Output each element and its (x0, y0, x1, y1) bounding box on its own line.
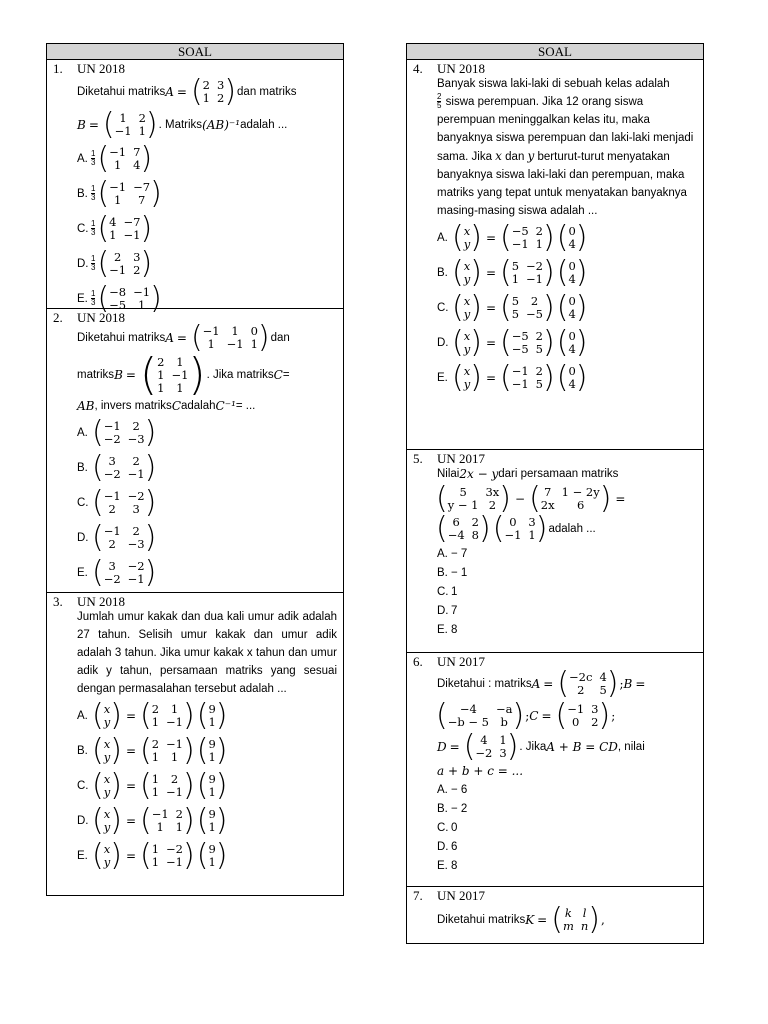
option-b: B. − 2 (437, 802, 468, 815)
question-year: UN 2018 (77, 61, 126, 76)
option-b: B. $\frac{1}{3}$ ( −1 −7 1 7 ) (77, 175, 162, 211)
option-d: D. 6 (437, 840, 458, 853)
matrix-b: ( 1 2 −1 1 ) (102, 106, 158, 142)
option-e: E. 8 (437, 859, 458, 872)
options (437, 220, 697, 395)
question-year: UN 2018 (77, 310, 126, 325)
question-1: 1. UN 2018 Diketahui matriks A = ( 2 3 1 2 ) dan matriks B = ( 1 2 −1 1 ) . Matriks (AB)⁻¹ adalah ... A. $\frac{1}{3}$ ( −1 7 1 4 ) B. $\frac{1}{3}$ ( −1 −7 1 7 ) C. $\frac{1}{3}$ ( 4 −7 1 −1 ) D. $\frac{1}{3}$ ( 2 3 −1 2 ) E. $\frac{1}{3}$ ( −8 −1 −5 1 ) (47, 60, 343, 309)
option-c: C. 1 (437, 585, 458, 598)
option-c: C. 0 (437, 821, 458, 834)
option-d: D. ( x y ) = ( −1 2 1 1 ) ( 9 1 ) (77, 802, 228, 838)
options (77, 698, 337, 873)
options (77, 141, 337, 316)
question-text: Jumlah umur kakak dan dua kali umur adik adalah 27 tahun. Selisih umur kakak dan umur adik adalah 3 tahun. Jika umur kakak x tahun dan umur adik y tahun, persamaan matriks yang sesuai dengan permasalahan tersebut adalah ... (77, 611, 337, 695)
question-6: 6. UN 2017 Diketahui : matriks A = ( −2c 4 2 5 ) ; B = ( −4 −a −b − 5 b ) ; C = ( −1 3 0 2 ) ; D = ( 4 1 −2 3 ) . Jika A + B = CD , nilai a + b + c = ... A. − 6 B. − 2 C. 0 D. 6 E. 8 (407, 653, 703, 887)
matrix-a: ( 2 3 1 2 ) (190, 73, 237, 109)
question-year: UN 2018 (77, 594, 126, 609)
options (437, 544, 697, 639)
question-number: 2. (53, 310, 63, 325)
option-e: E. $\frac{1}{3}$ ( −8 −1 −5 1 ) (77, 280, 162, 316)
option-b: B. ( x y ) = ( 5 −2 1 −1 ) ( 0 4 ) (437, 254, 588, 290)
right-column (406, 43, 704, 944)
option-d: D. ( −1 2 2 −3 ) (77, 519, 157, 555)
option-d: D. 7 (437, 604, 458, 617)
option-d: D. ( x y ) = ( −5 2 −5 5 ) ( 0 4 ) (437, 324, 588, 360)
option-a: A. − 7 (437, 547, 468, 560)
question-year: UN 2017 (437, 451, 486, 466)
options (77, 415, 337, 590)
option-b: B. − 1 (437, 566, 468, 579)
option-d: D. $\frac{1}{3}$ ( 2 3 −1 2 ) (77, 245, 153, 281)
option-c: C. ( x y ) = ( 1 2 1 −1 ) ( 9 1 ) (77, 767, 228, 803)
left-column (46, 43, 344, 896)
question-7: 7. UN 2017 Diketahui matriks K = ( k l m n ) , (407, 887, 703, 944)
option-e: E. ( 3 −2 −2 −1 ) (77, 554, 157, 590)
option-a: A. ( x y ) = ( −5 2 −1 1 ) ( 0 4 ) (437, 219, 588, 255)
question-year: UN 2017 (437, 654, 486, 669)
question-3 (47, 593, 343, 896)
question-year: UN 2017 (437, 888, 486, 903)
option-b: B. ( 3 2 −2 −1 ) (77, 449, 157, 485)
question-2: 2. UN 2018 Diketahui matriks A = ( −1 1 0 1 −1 1 ) dan matriks B = ( 2 1 1 −1 1 1 ) . Jika matriks C = AB , invers matriks C adalah C⁻¹ = ... A. ( −1 2 −2 −3 ) B. ( 3 2 −2 −1 ) C. ( −1 −2 2 3 ) D. ( −1 2 2 −3 ) E. ( 3 −2 −2 −1 ) (47, 309, 343, 593)
question-5: 5. UN 2017 Nilai 2x − y dari persamaan matriks ( 5 3x y − 1 2 ) − ( 7 1 − 2y 2x 6 ) = ( 6 2 −4 8 ) ( 0 3 −1 1 ) adalah ... A. − 7 B. − 1 C. 1 D. 7 E. 8 (407, 450, 703, 653)
option-a: A. − 6 (437, 783, 468, 796)
option-a: A. $\frac{1}{3}$ ( −1 7 1 4 ) (77, 140, 153, 176)
question-number: 5. (413, 451, 423, 466)
option-c: C. $\frac{1}{3}$ ( 4 −7 1 −1 ) (77, 210, 153, 246)
option-c: C. ( x y ) = ( 5 2 5 −5 ) ( 0 4 ) (437, 289, 588, 325)
option-c: C. ( −1 −2 2 3 ) (77, 484, 157, 520)
option-a: A. ( −1 2 −2 −3 ) (77, 414, 157, 450)
option-b: B. ( x y ) = ( 2 −1 1 1 ) ( 9 1 ) (77, 732, 228, 768)
question-number: 3. (53, 594, 63, 609)
question-number: 7. (413, 888, 423, 903)
matrix-a: ( −1 1 0 1 −1 1 ) (190, 320, 270, 355)
question-4: 4. UN 2018 Banyak siswa laki-laki di sebuah kelas adalah $\frac{2}{5}$ siswa perempuan. Jika 12 orang siswa perempuan meninggalkan kelas itu, maka banyaknya siswa perempuan dan laki-laki menjadi sama. Jika x dan y berturut-turut menyatakan banyaknya siswa laki-laki dan perempuan, maka matriks yang tepat untuk menyatakan banyaknya masing-masing siswa adalah ... A. ( x y ) = ( −5 2 −1 1 ) ( 0 4 ) B. ( x y ) = ( 5 −2 1 −1 ) ( 0 4 ) C. ( x y ) = ( 5 2 5 −5 ) ( 0 4 ) D. ( x y ) = ( −5 2 −5 5 ) ( 0 4 ) E. ( x y ) = ( −1 2 −1 5 ) ( 0 4 ) (407, 60, 703, 450)
soal-header: SOAL (47, 44, 343, 60)
option-e: E. ( x y ) = ( −1 2 −1 5 ) ( 0 4 ) (437, 359, 588, 395)
option-a: A. ( x y ) = ( 2 1 1 −1 ) ( 9 1 ) (77, 697, 228, 733)
question-number: 4. (413, 61, 423, 76)
question-number: 6. (413, 654, 423, 669)
soal-header: SOAL (407, 44, 703, 60)
option-e: E. ( x y ) = ( 1 −2 1 −1 ) ( 9 1 ) (77, 837, 228, 873)
matrix-b: ( 2 1 1 −1 1 1 ) (139, 349, 206, 400)
option-e: E. 8 (437, 623, 458, 636)
question-year: UN 2018 (437, 61, 486, 76)
question-number: 1. (53, 61, 63, 76)
options (437, 780, 697, 875)
